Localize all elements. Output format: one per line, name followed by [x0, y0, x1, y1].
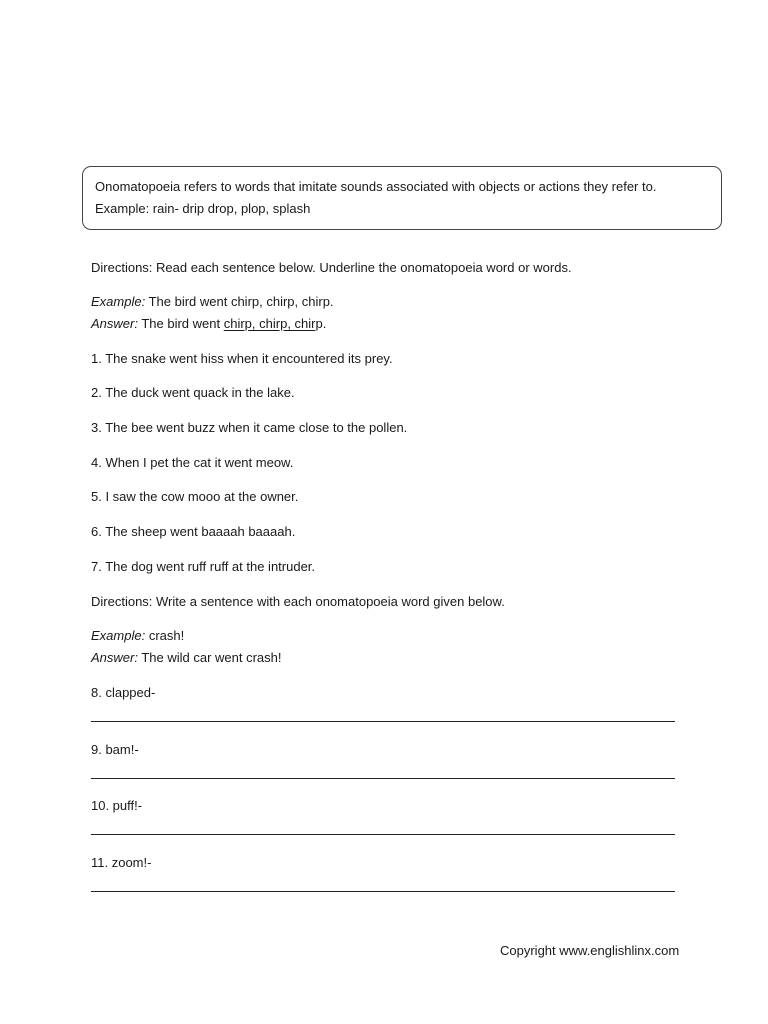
- part1-answer: [91, 316, 326, 332]
- sentence-item: 1. The snake went hiss when it encountered its prey.: [91, 351, 393, 366]
- part1-example: [91, 294, 334, 310]
- part2-directions: Directions: Write a sentence with each onomatopoeia word given below.: [91, 594, 505, 609]
- example-text: crash!: [145, 628, 185, 643]
- answer-text: The wild car went crash!: [137, 650, 282, 665]
- answer-line[interactable]: [91, 891, 675, 892]
- definition-example: Example: rain- drip drop, plop, splash: [95, 201, 311, 216]
- example-label: Example:: [91, 294, 146, 309]
- answer-underlined: chirp, chirp, chir: [223, 316, 316, 331]
- sentence-item: 7. The dog went ruff ruff at the intruder.: [91, 559, 316, 574]
- writing-prompt: 11. zoom!-: [91, 855, 152, 870]
- sentence-item: 5. I saw the cow mooo at the owner.: [91, 489, 299, 504]
- definition-text: Onomatopoeia refers to words that imitate sounds associated with objects or actions they refer to.: [95, 179, 657, 194]
- writing-prompt: 9. bam!-: [91, 742, 139, 757]
- example-label: Example:: [91, 628, 146, 643]
- answer-line[interactable]: [91, 834, 675, 835]
- copyright-notice: Copyright www.englishlinx.com: [500, 943, 680, 958]
- writing-prompt: 10. puff!-: [91, 798, 143, 813]
- sentence-item: 6. The sheep went baaaah baaaah.: [91, 524, 296, 539]
- example-text: The bird went chirp, chirp, chirp.: [145, 294, 334, 309]
- part1-directions: Directions: Read each sentence below. Underline the onomatopoeia word or words.: [91, 260, 572, 275]
- part2-answer: [91, 650, 282, 666]
- sentence-item: 3. The bee went buzz when it came close to the pollen.: [91, 420, 408, 435]
- answer-line[interactable]: [91, 721, 675, 722]
- answer-label: Answer:: [91, 316, 138, 331]
- sentence-item: 2. The duck went quack in the lake.: [91, 385, 295, 400]
- part2-example: [91, 628, 184, 644]
- definition-box: [82, 166, 722, 230]
- writing-prompt: 8. clapped-: [91, 685, 156, 700]
- answer-prefix: The bird went: [137, 316, 224, 331]
- answer-line[interactable]: [91, 778, 675, 779]
- sentence-item: 4. When I pet the cat it went meow.: [91, 455, 294, 470]
- answer-suffix: p.: [315, 316, 327, 331]
- answer-label: Answer:: [91, 650, 138, 665]
